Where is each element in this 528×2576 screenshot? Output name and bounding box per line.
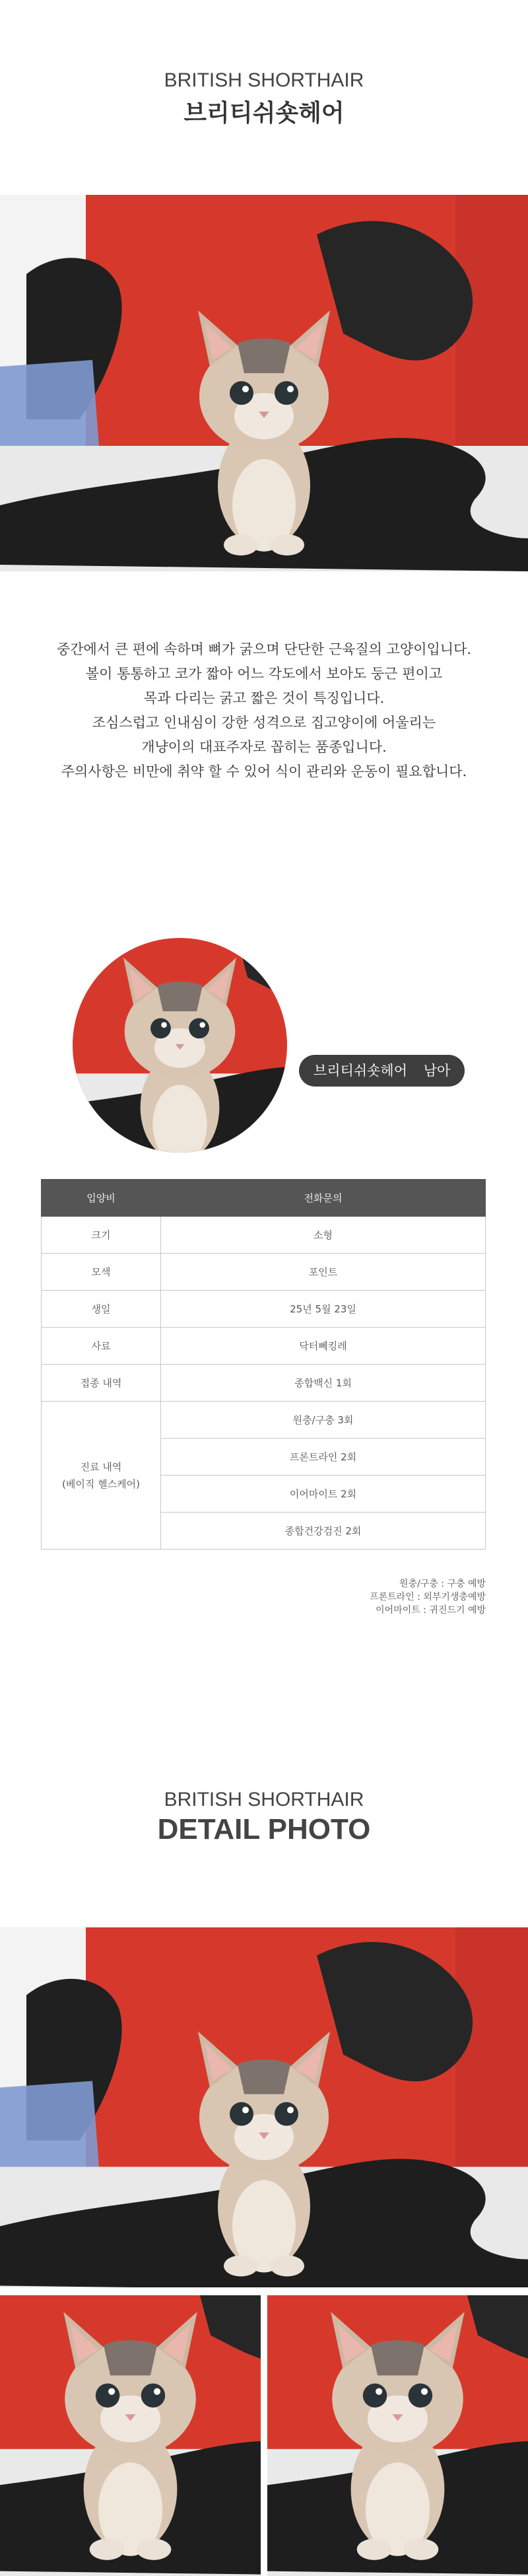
- row-label: 생일: [42, 1291, 161, 1328]
- treatment-notes: [264, 1577, 486, 1617]
- adoption-info-table: [41, 1179, 486, 1550]
- description-line: 조심스럽고 인내심이 강한 성격으로 집고양이에 어울리는: [92, 715, 436, 731]
- detail-photo-title: DETAIL PHOTO: [157, 1813, 371, 1845]
- row-label: 접종 내역: [42, 1365, 161, 1402]
- breed-description: [0, 637, 528, 784]
- detail-photo-left: [0, 2295, 261, 2576]
- treatment-label-line1: 진료 내역: [80, 1460, 122, 1473]
- table-row: [42, 1217, 486, 1254]
- treatment-item: 이어마이트 2회: [161, 1476, 486, 1513]
- note-line: 프론트라인 : 외부기생충예방: [370, 1592, 486, 1602]
- treatment-item: 프론트라인 2회: [161, 1439, 486, 1476]
- description-line: 중간에서 큰 편에 속하며 뼈가 굵으며 단단한 근육질의 고양이입니다.: [56, 641, 472, 657]
- treatment-item: 원충/구충 3회: [161, 1402, 486, 1439]
- description-line: 주의사항은 비만에 취약 할 수 있어 식이 관리와 운동이 필요합니다.: [61, 764, 467, 779]
- note-line: 원충/구충 : 구충 예방: [399, 1579, 486, 1589]
- description-line: 목과 다리는 굵고 짧은 것이 특징입니다.: [143, 690, 385, 706]
- table-row: [42, 1291, 486, 1328]
- row-label: 사료: [42, 1328, 161, 1365]
- table-row: [42, 1402, 486, 1439]
- table-row: [42, 1328, 486, 1365]
- row-value: 소형: [161, 1217, 486, 1254]
- profile-name-badge: [299, 1055, 465, 1087]
- table-header-value: 전화문의: [161, 1180, 486, 1217]
- table-row: [42, 1365, 486, 1402]
- description-line: 개냥이의 대표주자로 꼽히는 품종입니다.: [141, 739, 387, 755]
- description-line: 볼이 통통하고 코가 짧아 어느 각도에서 보아도 둥근 편이고: [85, 666, 443, 682]
- treatment-label: [42, 1402, 161, 1550]
- main-kitten-photo: [0, 195, 528, 571]
- table-header-label: 입양비: [42, 1180, 161, 1217]
- table-header-row: [42, 1180, 486, 1217]
- table-row: [42, 1254, 486, 1291]
- row-label: 크기: [42, 1217, 161, 1254]
- row-value: 25년 5월 23일: [161, 1291, 486, 1328]
- profile-breed-name: 브리티쉬숏헤어: [314, 1063, 408, 1079]
- detail-photo-right: [267, 2295, 528, 2576]
- row-label: 모색: [42, 1254, 161, 1291]
- row-value: 닥터뻬킹레: [161, 1328, 486, 1365]
- breed-korean-title: 브리티쉬숏헤어: [183, 100, 345, 127]
- breed-english-title: BRITISH SHORTHAIR: [164, 69, 364, 91]
- profile-photo: [73, 938, 287, 1153]
- detail-breed-english: BRITISH SHORTHAIR: [164, 1789, 364, 1810]
- detail-photo-large: [0, 1927, 528, 2287]
- treatment-item: 종합건강검진 2회: [161, 1513, 486, 1550]
- note-line: 이어마이트 : 귀진드기 예방: [376, 1605, 486, 1616]
- treatment-label-line2: (베이직 헬스케어): [62, 1478, 140, 1490]
- row-value: 포인트: [161, 1254, 486, 1291]
- row-value: 종합백신 1회: [161, 1365, 486, 1402]
- profile-gender: 남아: [423, 1063, 451, 1079]
